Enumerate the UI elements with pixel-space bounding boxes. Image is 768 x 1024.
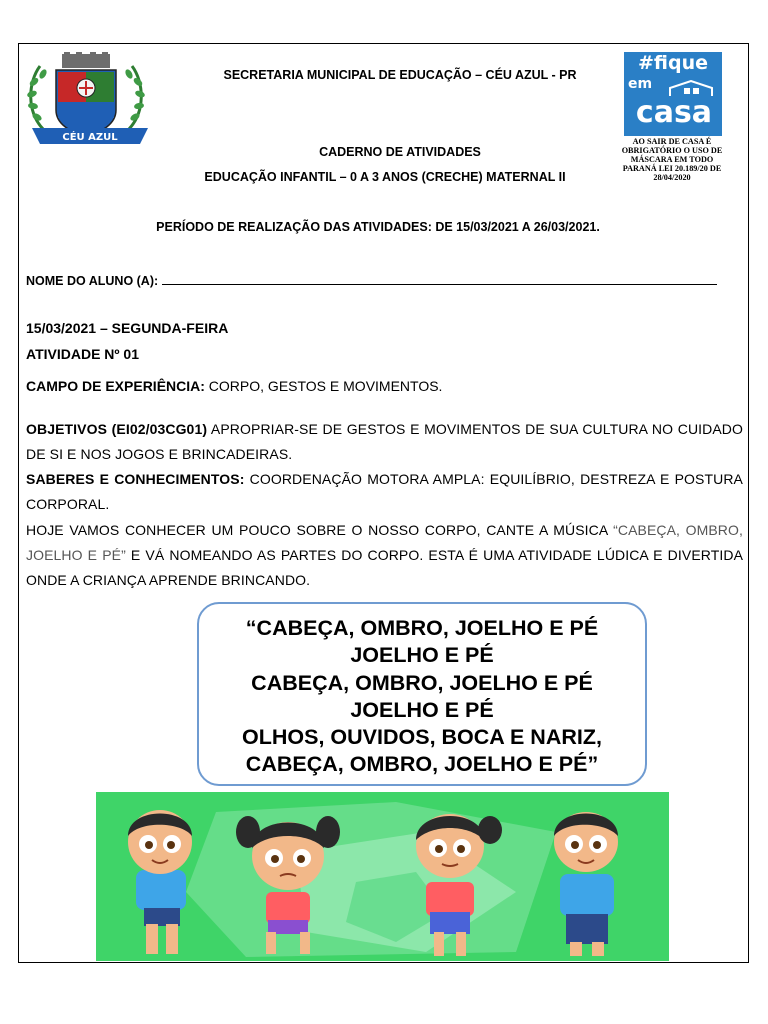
song-lyrics-box: [197, 602, 647, 786]
saberes-paragraph: [26, 467, 743, 517]
date-line: 15/03/2021 – SEGUNDA-FEIRA: [26, 320, 229, 336]
objetivos-value: APROPRIAR-SE DE GESTOS E MOVIMENTOS DE SUA CULTURA NO CUIDADO DE SI E NOS JOGOS E BRINCADEIRAS.: [26, 421, 743, 462]
periodo-line: PERÍODO DE REALIZAÇÃO DAS ATIVIDADES: DE 15/03/2021 A 26/03/2021.: [156, 220, 600, 234]
song-line: JOELHO E PÉ: [350, 697, 494, 722]
campo-experiencia: [26, 374, 442, 399]
fique-mask-note: AO SAIR DE CASA É OBRIGATÓRIO O USO DE MÁSCARA EM TODO PARANÁ LEI 20.189/20 DE 28/04/2020: [621, 137, 723, 182]
crest-banner-text: CÉU AZUL: [62, 132, 118, 143]
song-line: CABEÇA, OMBRO, JOELHO E PÉ: [251, 670, 593, 695]
campo-label: CAMPO DE EXPERIÊNCIA:: [26, 378, 205, 394]
song-line: OLHOS, OUVIDOS, BOCA E NARIZ,: [242, 725, 602, 750]
fique-line-1: #fique: [637, 52, 709, 74]
children-illustration: [96, 792, 669, 961]
city-crest-logo: [24, 52, 156, 148]
objetivos-paragraph: [26, 417, 743, 467]
secretaria-title: SECRETARIA MUNICIPAL DE EDUCAÇÃO – CÉU AZUL - PR: [223, 68, 577, 82]
objetivos-label: OBJETIVOS (EI02/03CG01): [26, 421, 208, 437]
nome-aluno-row: [26, 270, 717, 288]
instrucao-part-1: HOJE VAMOS CONHECER UM POUCO SOBRE O NOSSO CORPO, CANTE A MÚSICA: [26, 522, 614, 538]
fique-line-3: casa: [635, 95, 713, 130]
song-line: “CABEÇA, OMBRO, JOELHO E PÉ: [245, 616, 599, 640]
fique-em-casa-badge: [620, 52, 724, 180]
atividade-number: ATIVIDADE Nº 01: [26, 346, 139, 362]
caderno-title: CADERNO DE ATIVIDADES: [319, 145, 481, 159]
instrucao-paragraph: [26, 518, 743, 593]
song-line: JOELHO E PÉ: [350, 643, 494, 668]
fique-line-2: em: [628, 76, 653, 92]
educacao-title: EDUCAÇÃO INFANTIL – 0 A 3 ANOS (CRECHE) MATERNAL II: [204, 170, 566, 184]
song-line: CABEÇA, OMBRO, JOELHO E PÉ”: [245, 752, 599, 777]
saberes-label: SABERES E CONHECIMENTOS:: [26, 471, 245, 487]
campo-value: CORPO, GESTOS E MOVIMENTOS.: [204, 378, 443, 394]
nome-aluno-label: NOME DO ALUNO (A):: [26, 274, 159, 288]
instrucao-song-ref: “CABEÇA, OMBRO, JOELHO E PÉ”: [26, 522, 743, 563]
nome-aluno-blank[interactable]: [162, 270, 717, 285]
saberes-value: COORDENAÇÃO MOTORA AMPLA: EQUILÍBRIO, DESTREZA E POSTURA CORPORAL.: [26, 471, 743, 512]
instrucao-part-2: E VÁ NOMEANDO AS PARTES DO CORPO. ESTA É UMA ATIVIDADE LÚDICA E DIVERTIDA ONDE A CRIANÇA APRENDE BRINCANDO.: [26, 547, 744, 588]
